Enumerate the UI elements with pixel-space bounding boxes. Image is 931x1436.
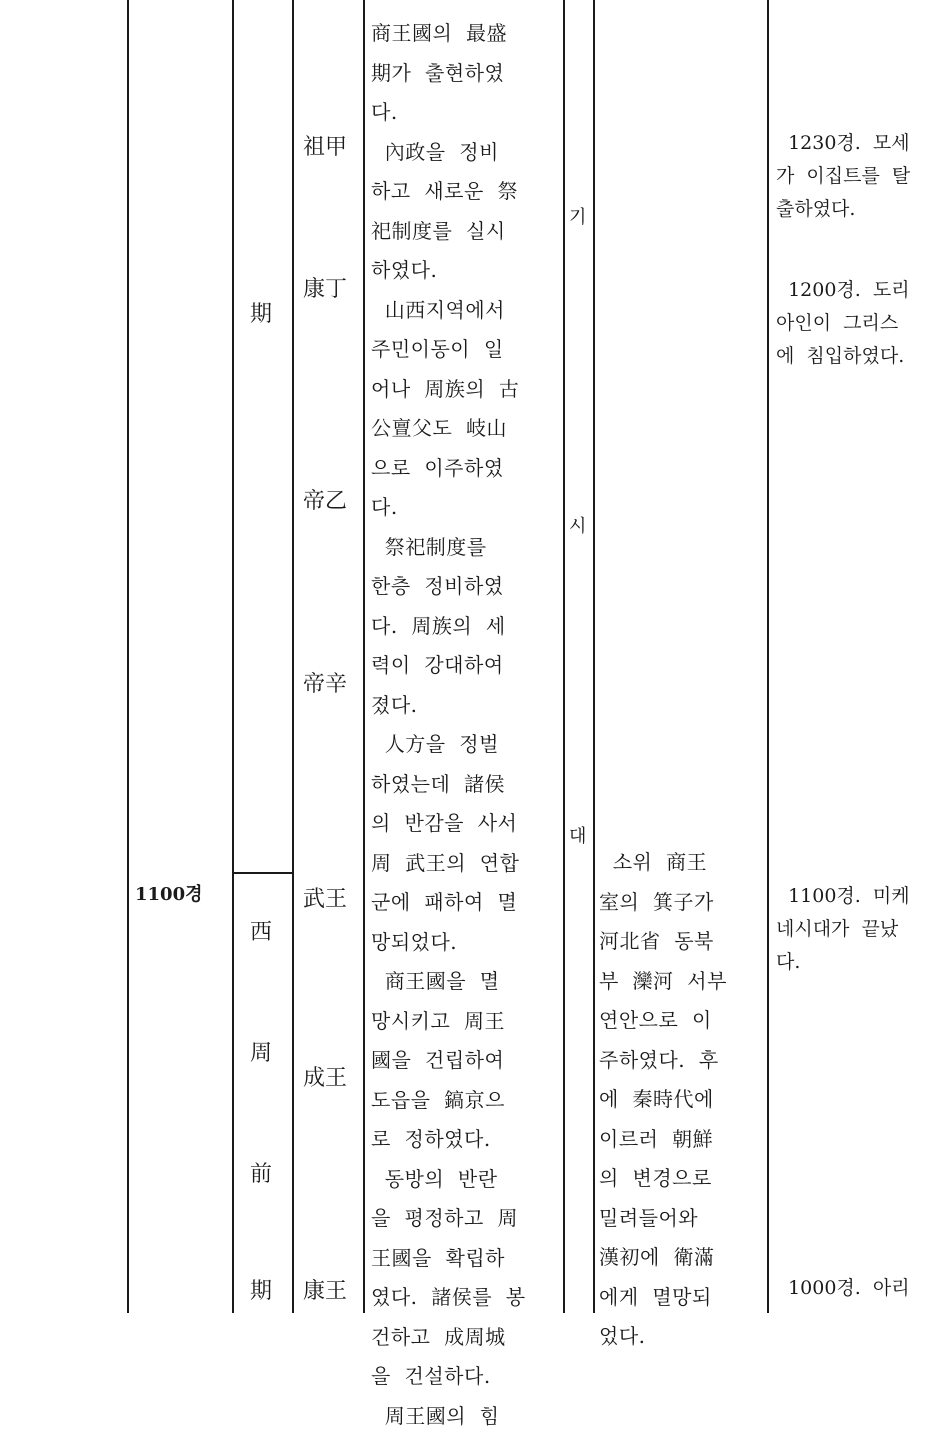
main-event-line: 하였는데 諸侯 (371, 765, 526, 805)
korea-event-line: 에 秦時代에 (599, 1080, 727, 1120)
korea-event-line: 소위 商王 (599, 843, 727, 883)
korea-event-line: 河北省 동북 (599, 922, 727, 962)
main-event-line: 건하고 成周城 (371, 1318, 526, 1358)
world-event-line: 1100경. 미케 (776, 880, 910, 913)
main-events-column (371, 14, 526, 1436)
western-zhou-char: 周 (250, 1036, 272, 1067)
main-event-line: 한층 정비하였 (371, 567, 526, 607)
main-event-line: 어나 周族의 古 (371, 370, 526, 410)
main-event-line: 公亶父도 岐山 (371, 409, 526, 449)
korea-era-char: 시 (569, 512, 586, 538)
king-name: 帝乙 (303, 484, 347, 515)
western-zhou-char: 西 (250, 915, 272, 946)
main-event-line: 다. (371, 488, 526, 528)
korea-era-char: 대 (569, 822, 586, 848)
main-event-line: 졌다. (371, 686, 526, 726)
main-event-line: 周 武王의 연합 (371, 844, 526, 884)
table-border-era (232, 0, 234, 1313)
main-event-line: 人方을 정벌 (371, 725, 526, 765)
main-event-line: 동방의 반란 (371, 1160, 526, 1200)
main-event-line: 祀制度를 실시 (371, 212, 526, 252)
world-event-line: 네시대가 끝났 (776, 913, 910, 946)
korea-event-line: 의 변경으로 (599, 1159, 727, 1199)
main-event-line: 하였다. (371, 251, 526, 291)
world-event-line: 1200경. 도리 (776, 274, 910, 307)
main-event-line: 期가 출현하였 (371, 54, 526, 94)
korea-event-line: 漢初에 衛滿 (599, 1238, 727, 1278)
world-event-line: 가 이집트를 탈 (776, 160, 910, 193)
king-name: 武王 (303, 882, 347, 913)
main-event-line: 商王國의 最盛 (371, 14, 526, 54)
king-name: 康王 (303, 1274, 347, 1305)
main-event-line: 도읍을 鎬京으 (371, 1081, 526, 1121)
main-event-line: 망되었다. (371, 923, 526, 963)
king-name: 成王 (303, 1061, 347, 1092)
main-event-line: 王國을 확립하 (371, 1239, 526, 1279)
korea-event-line: 室의 箕子가 (599, 883, 727, 923)
world-event-line: 아인이 그리스 (776, 307, 910, 340)
world-event-block (776, 127, 910, 226)
table-border-main (563, 0, 565, 1313)
table-border-king (363, 0, 365, 1313)
main-event-line: 였다. 諸侯를 봉 (371, 1278, 526, 1318)
korea-events-column (599, 843, 727, 1357)
western-zhou-char: 前 (250, 1157, 272, 1188)
main-event-line: 다. 周族의 세 (371, 607, 526, 647)
main-event-line: 군에 패하여 멸 (371, 883, 526, 923)
table-border-left (127, 0, 129, 1313)
korea-event-line: 었다. (599, 1317, 727, 1357)
main-event-line: 周王國의 힘 (371, 1397, 526, 1436)
table-border-korea-era (593, 0, 595, 1313)
world-event-block (776, 880, 910, 979)
main-event-line: 다. (371, 93, 526, 133)
table-border-period (292, 0, 294, 1313)
main-event-line: 로 정하였다. (371, 1120, 526, 1160)
main-event-line: 력이 강대하여 (371, 646, 526, 686)
period-divider (232, 872, 292, 874)
main-event-line: 內政을 정비 (371, 133, 526, 173)
world-event-line: 1000경. 아리 (776, 1272, 910, 1305)
western-zhou-char: 期 (250, 1274, 272, 1305)
main-event-line: 商王國을 멸 (371, 962, 526, 1002)
main-event-line: 하고 새로운 祭 (371, 172, 526, 212)
main-event-line: 을 평정하고 周 (371, 1199, 526, 1239)
main-event-line: 의 반감을 사서 (371, 804, 526, 844)
main-event-line: 祭祀制度를 (371, 528, 526, 568)
main-event-line: 으로 이주하였 (371, 449, 526, 489)
main-event-line: 망시키고 周王 (371, 1002, 526, 1042)
korea-event-line: 밀려들어와 (599, 1199, 727, 1239)
korea-event-line: 연안으로 이 (599, 1001, 727, 1041)
main-event-line: 國을 건립하여 (371, 1041, 526, 1081)
world-event-line: 1230경. 모세 (776, 127, 910, 160)
era-date: 1100경 (135, 880, 203, 906)
main-event-line: 주민이동이 일 (371, 330, 526, 370)
korea-event-line: 주하였다. 후 (599, 1041, 727, 1081)
korea-event-line: 에게 멸망되 (599, 1278, 727, 1318)
late-shang-period-label: 期 (250, 297, 272, 328)
main-event-line: 을 건설하다. (371, 1357, 526, 1397)
world-event-line: 출하였다. (776, 193, 910, 226)
korea-event-line: 부 灤河 서부 (599, 962, 727, 1002)
king-name: 帝辛 (303, 667, 347, 698)
king-name: 祖甲 (303, 130, 347, 161)
world-event-line: 에 침입하였다. (776, 340, 910, 373)
world-event-block (776, 274, 910, 373)
king-name: 康丁 (303, 272, 347, 303)
table-border-korea (767, 0, 769, 1313)
main-event-line: 山西지역에서 (371, 291, 526, 331)
world-event-block (776, 1272, 910, 1305)
world-event-line: 다. (776, 946, 910, 979)
korea-event-line: 이르러 朝鮮 (599, 1120, 727, 1160)
korea-era-char: 기 (569, 203, 586, 229)
